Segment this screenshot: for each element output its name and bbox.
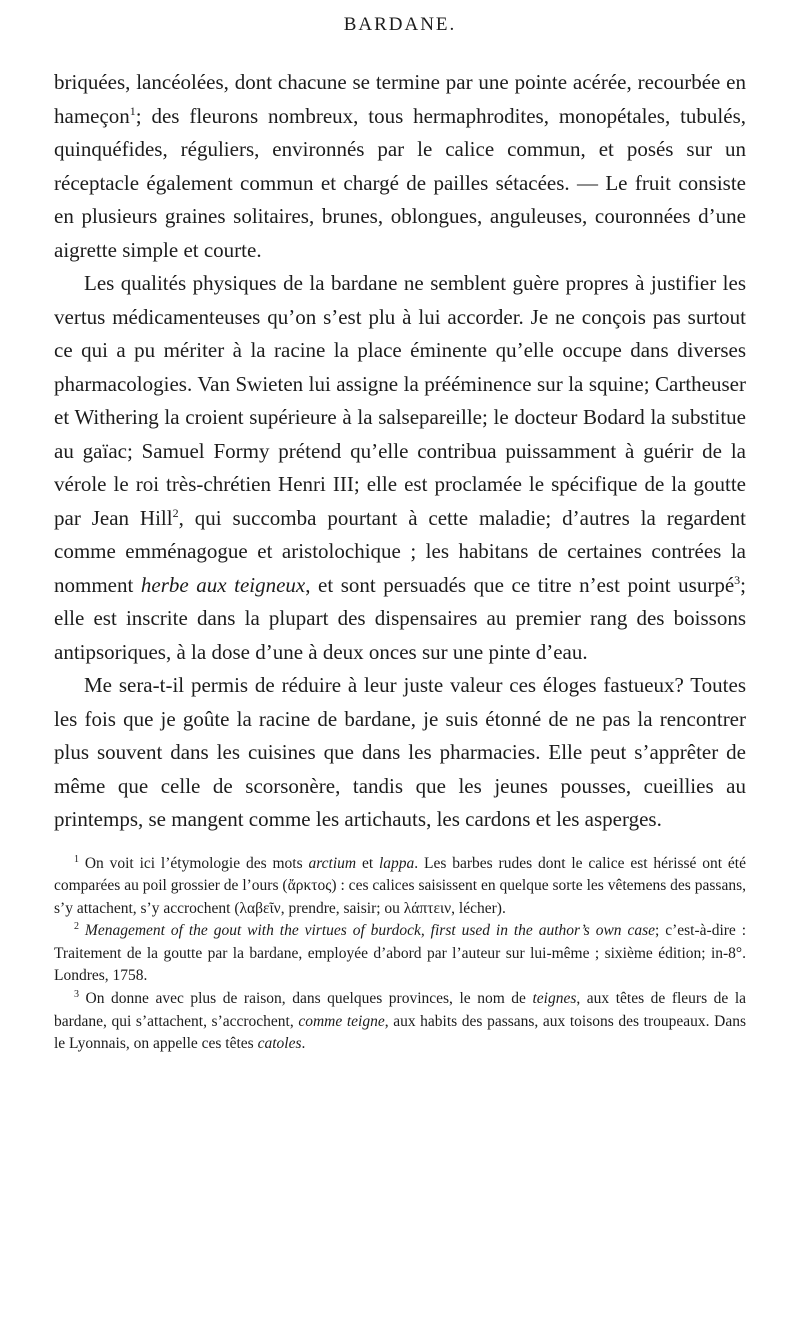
paragraph-1-text-a: briquées, lancéolées, dont chacune se termine par une pointe acérée, recourbée en hameçon [54, 70, 746, 128]
footnote-3-mark: 3 [74, 988, 79, 1000]
footnote-3 [54, 988, 746, 1056]
footnote-ref-3: 3 [734, 572, 741, 587]
footnote-2-mark: 2 [74, 921, 79, 933]
footnote-3-text-4: . [301, 1035, 306, 1053]
footnote-1-text-1: On voit ici l’étymologie des mots [84, 854, 309, 872]
footnote-ref-1: 1 [129, 103, 136, 118]
footnote-ref-2: 2 [172, 505, 179, 520]
footnote-1-text-2: et [356, 854, 379, 872]
paragraph-1 [54, 66, 746, 267]
paragraph-2-italic-term: herbe aux teigneux [140, 572, 306, 597]
running-head: BARDANE. [343, 14, 457, 35]
paragraph-3: Me sera-t-il permis de réduire à leur juste valeur ces éloges fastueux? Toutes les fois que je goûte la racine de bardane, je suis étonné de ne pas la rencontrer plus souvent dans les cuisines que dans les pharmacies. Elle peut s’apprêter de même que celle de scorsonère, tandis que les jeunes pousses, cueillies au printemps, se mangent comme les artichauts, les cardons et les asperges. [54, 673, 746, 831]
footnote-2-italic-title: Menagement of the gout with the virtues of burdock, first used in the author’s own case [84, 922, 656, 940]
paragraph-2 [54, 267, 746, 669]
footnote-3-italic-1: teignes [532, 990, 577, 1008]
footnote-2-text-1: ; c’est-à-dire : Traitement de la goutte par la bardane, employée d’abord par l’auteur sur lui-même ; sixième édition; in-8°. Londres, 1758. [54, 922, 747, 985]
footnote-1-text-3: . Les barbes rudes dont le calice est hérissé ont été comparées au poil grossier de l’ours (ἄρκτος) : ces calices saisissent en quelque sorte les vêtemens des passans, s’y attachent, s’y accrochent (λαβεῖν, prendre, saisir; ou λάπτειν, lécher). [54, 854, 746, 917]
footnote-3-text-2: , aux têtes de fleurs de la bardane, qui s’attachent, s’accrochent, [54, 990, 747, 1030]
footnote-1-mark: 1 [74, 853, 79, 865]
paragraph-2-text-d: ; elle est inscrite dans la plupart des dispensaires au premier rang des boissons antipsoriques, à la dose d’une à deux onces sur une pinte d’eau. [54, 572, 746, 664]
paragraph-1-text-b: ; des fleurons nombreux, tous hermaphrodites, monopétales, tubulés, quinquéfides, réguliers, environnés par le calice commun, et posés sur un réceptacle également commun et chargé de pailles sétacées. — Le fruit consiste en plusieurs graines solitaires, brunes, oblongues, anguleuses, couronnées d’une aigrette simple et courte. [54, 103, 746, 262]
paragraph-2-text-c: , et sont persuadés que ce titre n’est point usurpé [305, 572, 735, 597]
footnote-1 [54, 853, 746, 921]
footnote-1-italic-2: lappa [378, 854, 415, 872]
paragraph-2-text-b: , qui succomba pourtant à cette maladie; d’autres la regardent comme emménagogue et aristolochique ; les habitans de certaines contrées la nomment [54, 505, 746, 597]
main-text [54, 66, 746, 837]
footnote-2 [54, 920, 746, 988]
footnote-1-italic-1: arctium [308, 854, 357, 872]
paragraph-2-text-a: Les qualités physiques de la bardane ne semblent guère propres à justifier les vertus médicamenteuses qu’on s’est plu à lui accorder. Je ne conçois pas surtout ce qui a pu mériter à la racine la place éminente qu’elle occupe dans diverses pharmacologies. Van Swieten lui assigne la prééminence sur la squine; Cartheuser et Withering la croient supérieure à la salsepareille; le docteur Bodard la substitue au gaïac; Samuel Formy prétend qu’elle contribua puissamment à guérir de la vérole le roi très-chrétien Henri III; elle est proclamée le spécifique de la goutte par Jean Hill [54, 271, 746, 530]
footnote-3-italic-3: catoles [257, 1035, 302, 1053]
footnote-3-italic-2: comme teigne [298, 1012, 385, 1030]
footnotes [54, 853, 746, 1056]
footnote-3-text-3: , aux habits des passans, aux toisons des troupeaux. Dans le Lyonnais, on appelle ces têtes [54, 1012, 746, 1053]
footnote-3-text-1: On donne avec plus de raison, dans quelques provinces, le nom de [85, 990, 533, 1008]
